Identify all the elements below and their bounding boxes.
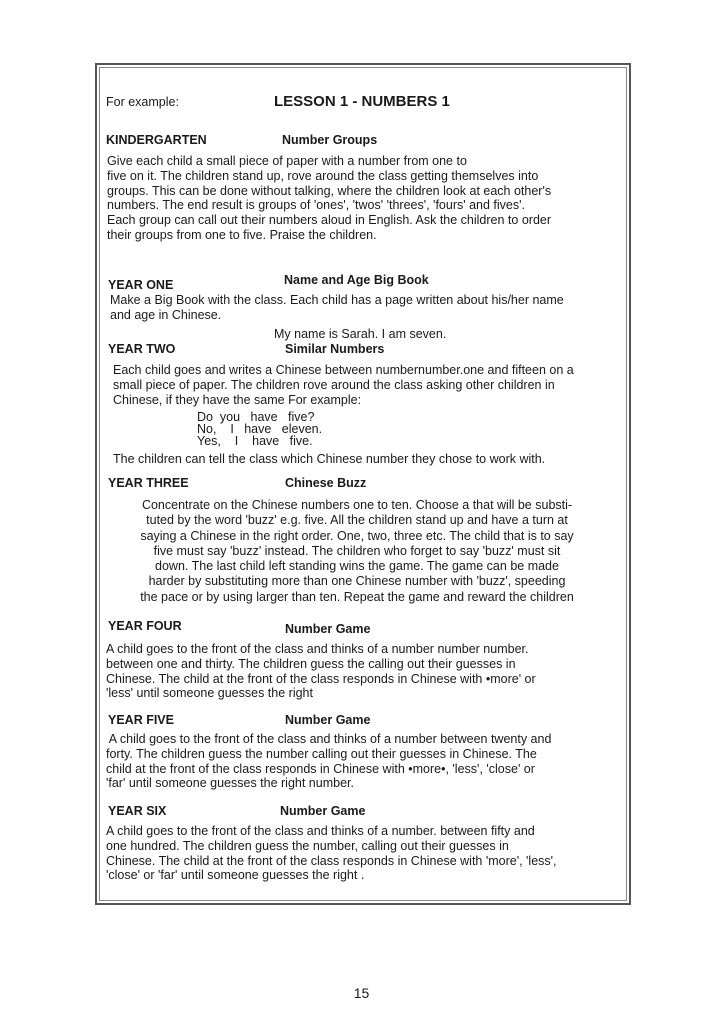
text-line: five on it. The children stand up, rove around the class getting themselves into <box>107 168 539 183</box>
text-line: child at the front of the class responds in Chinese with •more•, 'less', 'close' or <box>106 761 535 776</box>
lesson-title: LESSON 1 - NUMBERS 1 <box>274 93 450 110</box>
text-line: A child goes to the front of the class and thinks of a number number number. <box>106 642 529 656</box>
year-one-heading: YEAR ONE <box>108 278 174 292</box>
year-two-dialog <box>197 411 397 447</box>
kindergarten-text <box>107 154 632 243</box>
text-line: the pace or by using larger than ten. Repeat the game and reward the children <box>140 589 574 604</box>
year-three-text <box>100 498 614 605</box>
text-line: and age in Chinese. <box>110 307 222 322</box>
text-line: small piece of paper. The children rove around the class asking other children in <box>113 377 555 392</box>
year-six-heading: YEAR SIX <box>108 804 167 818</box>
text-line: 'close' or 'far' until someone guesses the right . <box>106 868 365 883</box>
year-three-heading: YEAR THREE <box>108 476 189 490</box>
dialog-line: Do you have five? <box>197 410 315 424</box>
text-line: down. The last child left standing wins the game. The game can be made <box>155 559 559 574</box>
text-line: Give each child a small piece of paper with a number from one to <box>107 154 467 168</box>
kindergarten-activity: Number Groups <box>282 133 378 147</box>
text-line: Make a Big Book with the class. Each child has a page written about his/her name <box>110 293 564 307</box>
dialog-line: Yes, I have five. <box>197 434 313 448</box>
text-line: Chinese. The child at the front of the class responds in Chinese with 'more', 'less', <box>106 853 557 868</box>
year-two-activity: Similar Numbers <box>285 342 385 356</box>
year-four-heading: YEAR FOUR <box>108 619 182 633</box>
year-four-text <box>106 642 631 701</box>
text-line: saying a Chinese in the right order. One, two, three etc. The child that is to say <box>140 528 574 543</box>
text-line: their groups from one to five. Praise the children. <box>107 227 377 242</box>
text-line: A child goes to the front of the class and thinks of a number. between fifty and <box>106 824 535 838</box>
year-five-heading: YEAR FIVE <box>108 713 174 727</box>
text-line: groups. This can be done without talking, where the children look at each other's <box>107 183 552 198</box>
dialog-line: No, I have eleven. <box>197 422 323 436</box>
text-line: one hundred. The children guess the number, calling out their guesses in <box>106 838 509 853</box>
text-line: between one and thirty. The children guess the calling out their guesses in <box>106 656 516 671</box>
year-three-activity: Chinese Buzz <box>285 476 367 490</box>
text-line: five must say 'buzz' instead. The children who forget to say 'buzz' must sit <box>153 543 561 558</box>
year-one-example: My name is Sarah. I am seven. <box>274 327 447 341</box>
text-line: A child goes to the front of the class and thinks of a number between twenty and <box>106 732 552 746</box>
year-five-text <box>106 732 631 791</box>
text-line: Concentrate on the Chinese numbers one to ten. Choose a that will be substi- <box>141 498 573 512</box>
year-two-closing: The children can tell the class which Chinese number they chose to work with. <box>113 452 546 466</box>
year-six-text <box>106 824 631 883</box>
text-line: numbers. The end result is groups of 'ones', 'twos' 'threes', 'fours' and fives'. <box>107 198 525 213</box>
year-one-text <box>110 293 635 323</box>
for-example-label: For example: <box>106 95 179 109</box>
year-five-activity: Number Game <box>285 713 371 727</box>
text-line: tuted by the word 'buzz' e.g. five. All the children stand up and have a turn at <box>146 513 568 528</box>
page-number: 15 <box>353 985 370 1001</box>
kindergarten-heading: KINDERGARTEN <box>106 133 207 147</box>
text-line: Each group can call out their numbers aloud in English. Ask the children to order <box>107 213 552 228</box>
text-line: harder by substituting more than one Chinese number with 'buzz', speeding <box>148 574 566 589</box>
text-line: forty. The children guess the number calling out their guesses in Chinese. The <box>106 746 537 761</box>
text-line: 'far' until someone guesses the right number. <box>106 776 354 791</box>
year-two-heading: YEAR TWO <box>108 342 176 356</box>
year-one-activity: Name and Age Big Book <box>284 273 429 287</box>
year-four-activity: Number Game <box>285 622 371 636</box>
text-line: Chinese, if they have the same For example: <box>113 392 362 407</box>
text-line: Chinese. The child at the front of the class responds in Chinese with •more' or <box>106 671 536 686</box>
text-line: Each child goes and writes a Chinese between numbernumber.one and fifteen on a <box>113 363 574 377</box>
year-six-activity: Number Game <box>280 804 366 818</box>
text-line: 'less' until someone guesses the right <box>106 686 313 701</box>
year-two-text <box>113 363 638 407</box>
